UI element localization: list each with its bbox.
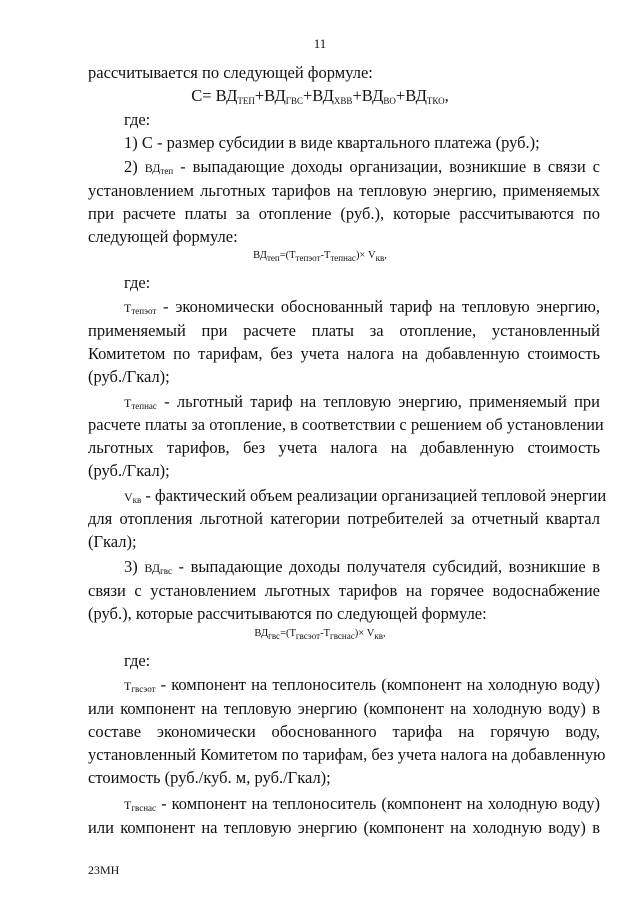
symbol-sub: кв — [132, 495, 142, 505]
def-5-line-1 — [124, 793, 600, 817]
formula-part: )× V — [354, 628, 375, 639]
symbol: Т — [124, 301, 132, 315]
def-text: - экономически обоснованный тариф на тепловую энергию, — [163, 297, 600, 316]
symbol: ВД — [144, 561, 161, 575]
def-4-line-4: установленный Комитетом по тарифам, без учета налога на добавленную — [88, 745, 606, 764]
formula-part: -Т — [320, 628, 330, 639]
formula-part: ВД — [253, 250, 267, 261]
where-label: где: — [124, 651, 151, 670]
formula-part: ВД — [254, 628, 269, 639]
formula-part: =(Т — [280, 628, 296, 639]
def-4-line-2: или компонент на тепловую энергию (компонент на холодную воду) в — [88, 699, 600, 718]
def-text: - льготный тариф на тепловую энергию, применяемый при — [164, 392, 600, 411]
formula-part: +ВД — [352, 86, 384, 105]
formula-sub: ГВС — [285, 96, 303, 106]
def-1-line-1 — [124, 296, 600, 320]
def-4-line-1 — [124, 674, 600, 698]
item-1: 1) С - размер субсидии в виде квартального платежа (руб.); — [124, 133, 540, 152]
intro-text: рассчитывается по следующей формуле: — [88, 63, 373, 82]
formula-part: -Т — [320, 250, 331, 261]
symbol-sub: гвсэот — [131, 684, 156, 694]
def-text: - компонент на теплоноситель (компонент на холодную воду) — [161, 794, 600, 813]
def-2-line-4: (руб./Гкал); — [88, 461, 170, 480]
formula-sub: тепэот — [295, 253, 321, 263]
def-text: - фактический объем реализации организацией тепловой энергии — [145, 486, 607, 505]
formula-sub: ХВВ — [333, 96, 353, 106]
item-3-line-3: (руб.), которые рассчитываются по следующей формуле: — [88, 604, 487, 623]
def-4-line-5: стоимость (руб./куб. м, руб./Гкал); — [88, 768, 331, 787]
where-label: где: — [124, 110, 151, 129]
footer-code: 23МН — [88, 863, 120, 877]
def-3-line-3: (Гкал); — [88, 532, 137, 551]
formula-part: +ВД — [254, 86, 286, 105]
symbol: V — [124, 490, 133, 504]
item-2-line-2: установлением льготных тарифов на тепловую энергию, применяемых — [88, 181, 600, 200]
formula-sub: теп — [266, 253, 280, 263]
formula-sub: ТКО — [426, 96, 445, 106]
item-2-line-3: при расчете платы за отопление (руб.), которые рассчитываются по — [88, 204, 600, 223]
formula-sub: гвснас — [330, 631, 355, 641]
item-2-line-4: следующей формуле: — [88, 227, 238, 246]
symbol-sub: гвс — [160, 566, 172, 576]
def-1-line-2: применяемый при расчете платы за отопление, установленный — [88, 321, 600, 340]
page-number: 11 — [313, 36, 327, 51]
formula-sub: кв — [374, 631, 383, 641]
formula-part: , — [384, 250, 387, 261]
formula-part: +ВД — [395, 86, 427, 105]
symbol: ВД — [144, 161, 161, 175]
formula-sub: тепнас — [330, 253, 356, 263]
item-number: 2) — [124, 157, 138, 176]
formula-part: +ВД — [302, 86, 334, 105]
formula-part: )× V — [355, 250, 376, 261]
main-formula — [0, 85, 640, 112]
item-text: - выпадающие доходы получателя субсидий, возникшие в — [178, 557, 601, 576]
where-label: где: — [124, 273, 151, 292]
symbol-sub: теп — [160, 166, 174, 176]
symbol-sub: гвснас — [131, 803, 157, 813]
def-2-line-3: льготных тарифов, без учета налога на добавленную стоимость — [88, 438, 600, 457]
formula-sub: ТЕП — [237, 96, 255, 106]
def-text: - компонент на теплоноситель (компонент на холодную воду) — [160, 675, 600, 694]
formula-part: , — [444, 86, 449, 105]
symbol: Т — [124, 396, 132, 410]
def-1-line-4: (руб./Гкал); — [88, 367, 170, 386]
formula-sub: гвс — [268, 631, 281, 641]
item-3-line-1 — [124, 556, 600, 580]
formula-teplo — [0, 245, 640, 269]
formula-sub: кв — [375, 253, 385, 263]
formula-part: С= ВД — [191, 86, 238, 105]
formula-part: , — [382, 628, 386, 639]
def-2-line-2: расчете платы за отопление, в соответствии с решением об установлении — [88, 415, 604, 434]
def-4-line-3: составе экономически обоснованного тарифа на горячую воду, — [88, 722, 600, 741]
symbol: Т — [124, 798, 132, 812]
def-1-line-3: Комитетом по тарифам, без учета налога на добавленную стоимость — [88, 344, 600, 363]
formula-sub: гвсэот — [295, 631, 321, 641]
symbol-sub: тепнас — [131, 401, 157, 411]
formula-sub: ВО — [383, 96, 396, 106]
def-5-line-2: или компонент на тепловую энергию (компонент на холодную воду) в — [88, 818, 600, 837]
def-3-line-2: для отопления льготной категории потребителей за отчетный квартал — [88, 509, 600, 528]
def-2-line-1 — [124, 391, 600, 415]
formula-part: =(Т — [279, 250, 296, 261]
def-3-line-1 — [124, 485, 607, 509]
symbol: Т — [124, 679, 132, 693]
item-number: 3) — [124, 557, 138, 576]
formula-gvs — [0, 623, 640, 647]
item-2-line-1 — [124, 156, 600, 180]
item-3-line-2: связи с установлением льготных тарифов на горячее водоснабжение — [88, 581, 600, 600]
item-text: - выпадающие доходы организации, возникшие в связи с — [180, 157, 600, 176]
symbol-sub: тепэот — [131, 306, 157, 316]
